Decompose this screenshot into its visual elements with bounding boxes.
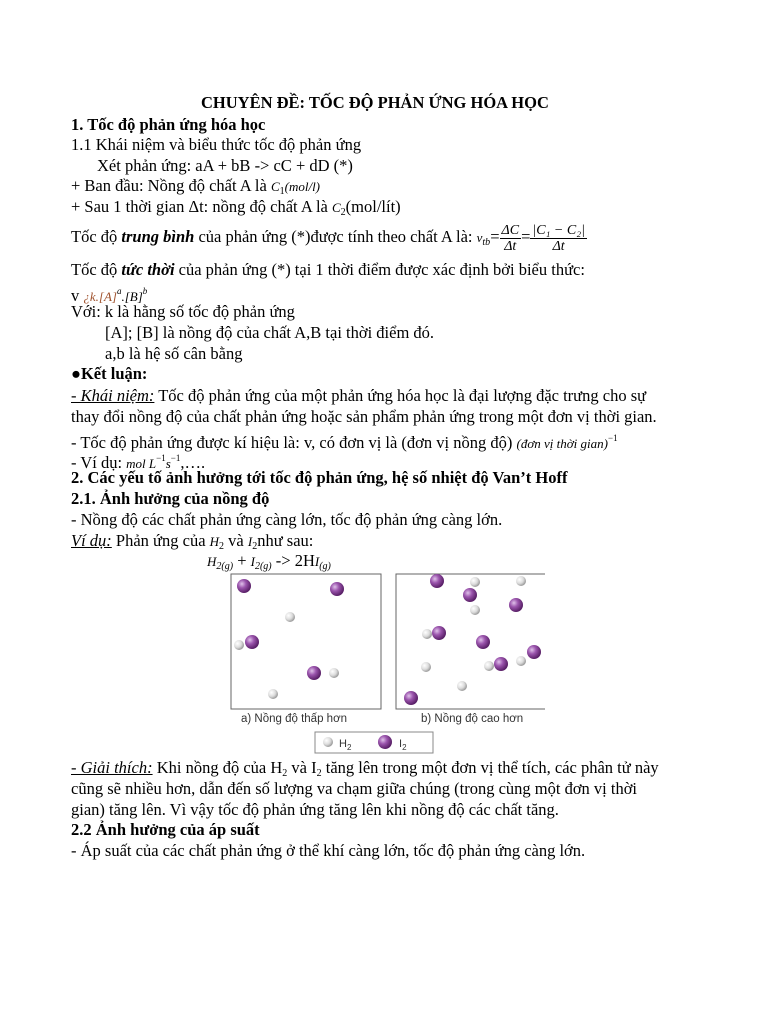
i2-molecule xyxy=(330,582,344,596)
legend-h2-letter: H xyxy=(339,738,347,750)
i2-molecule xyxy=(463,588,477,602)
avg-den-1: Δt xyxy=(504,238,517,254)
after-unit: (mol/lít) xyxy=(345,197,401,216)
concentration-figure xyxy=(225,570,545,755)
avg-fraction-1 xyxy=(500,223,522,254)
example-suffix: ,…. xyxy=(180,453,206,472)
example-i2: I xyxy=(247,534,253,549)
i2-molecule xyxy=(494,657,508,671)
eq-h: H xyxy=(207,554,217,569)
after-c: C xyxy=(332,200,341,215)
concept-line-1 xyxy=(71,386,646,406)
example-label: Ví dụ: xyxy=(71,531,112,550)
concept-line-2: thay đổi nồng độ của chất phản ứng hoặc sản phẩm phản ứng trong một đơn vị thời gian. xyxy=(71,407,657,426)
legend-i2-letter: I xyxy=(399,738,403,750)
explain-text-2: và I xyxy=(287,758,317,777)
inst-formula-mid: .[B] xyxy=(121,289,143,304)
avg-v-sub: tb xyxy=(482,237,491,248)
avg-emphasis: trung bình xyxy=(121,227,195,246)
example-i2-sub: 2 xyxy=(252,541,258,552)
after-c-sub: 2 xyxy=(340,207,346,218)
initial-prefix: + Ban đầu: Nồng độ chất A là xyxy=(71,176,271,195)
explain-line-3: gian) tăng lên. Vì vậy tốc độ phản ứng tăng lên khi nồng độ các chất tăng. xyxy=(71,800,559,819)
i2-molecule xyxy=(237,579,251,593)
inst-text-2: của phản ứng (*) tại 1 thời điểm được xác định bởi biểu thức: xyxy=(174,260,585,279)
reaction-line: Xét phản ứng: aA + bB -> cC + dD (*) xyxy=(97,156,353,175)
initial-c-sub: 1 xyxy=(279,186,285,197)
concept-label: - Khái niệm: xyxy=(71,386,155,405)
example-sup-2: −1 xyxy=(170,453,181,463)
example-text-1: Phản ứng của xyxy=(111,531,210,550)
document-title: CHUYÊN ĐỀ: TỐC ĐỘ PHẢN ỨNG HÓA HỌC xyxy=(201,93,549,112)
initial-unit: (mol/l) xyxy=(284,179,321,194)
subsection-2-1: 2.1. Ảnh hưởng của nồng độ xyxy=(71,489,270,508)
avg-fraction-2 xyxy=(530,223,587,254)
symbol-math-sup: −1 xyxy=(608,433,618,443)
after-prefix: + Sau 1 thời gian Δt: nồng độ chất A là xyxy=(71,197,332,216)
eq-i-sub: 2(g) xyxy=(254,561,272,572)
explain-h-sub: 2 xyxy=(282,768,288,779)
example-s: s xyxy=(165,456,171,471)
h2-molecule xyxy=(484,661,494,671)
explain-line-2: cũng sẽ nhiều hơn, dẫn đến số lượng va chạm giữa chúng (trong cùng một đơn vị thời xyxy=(71,779,638,798)
h2-molecule xyxy=(470,605,480,615)
avg-num-1: ΔC xyxy=(501,222,520,238)
concept-text: Tốc độ phản ứng của một phản ứng hóa học là đại lượng đặc trưng cho sự xyxy=(154,386,647,405)
legend-i2-sub: 2 xyxy=(402,743,407,752)
h2-molecule xyxy=(470,577,480,587)
h2-molecule xyxy=(421,662,431,672)
average-rate-line xyxy=(71,220,587,260)
section-1-heading: 1. Tốc độ phản ứng hóa học xyxy=(71,115,266,134)
avg-num-2: |C₁ − C₂| xyxy=(532,222,585,238)
explain-text-3: tăng lên trong một đơn vị thể tích, các phân tử này xyxy=(321,758,659,777)
example-mol-l: mol L xyxy=(126,456,157,471)
explain-label: - Giải thích: xyxy=(71,758,153,777)
h2-molecule xyxy=(329,668,339,678)
with-k-line: Với: k là hằng số tốc độ phản ứng xyxy=(71,302,295,321)
legend-h2-icon xyxy=(323,737,333,747)
example-text-2: như sau: xyxy=(257,531,314,550)
example-and: và xyxy=(224,531,248,550)
inst-formula-main: ¿k.[A] xyxy=(83,289,117,304)
h2-molecule xyxy=(516,576,526,586)
legend-i2-icon xyxy=(378,735,392,749)
subsection-1-1: 1.1 Khái niệm và biểu thức tốc độ phản ứng xyxy=(71,135,362,154)
symbol-math: (đơn vị thời gian) xyxy=(516,436,608,451)
avg-text-2: của phản ứng (*)được tính theo chất A là: xyxy=(194,227,477,246)
conclusion-heading: ●Kết luận: xyxy=(71,364,148,383)
avg-eq: = xyxy=(490,227,500,246)
avg-eq-2: = xyxy=(521,227,531,246)
eq-h-sub: 2(g) xyxy=(216,561,234,572)
example-sup-1: −1 xyxy=(156,453,166,463)
symbol-text: - Tốc độ phản ứng được kí hiệu là: v, có đơn vị là (đơn vị nồng độ) xyxy=(71,433,517,452)
section-2-heading: 2. Các yếu tố ảnh hưởng tới tốc độ phản ứng, hệ số nhiệt độ Van’t Hoff xyxy=(71,468,568,487)
subsection-2-2: 2.2 Ảnh hưởng của áp suất xyxy=(71,820,260,839)
with-coef-line: a,b là hệ số cân bằng xyxy=(105,344,243,363)
eq-i2: I xyxy=(314,554,320,569)
eq-plus: + xyxy=(233,551,251,570)
example-prefix: - Ví dụ: xyxy=(71,453,127,472)
eq-arrow: -> 2H xyxy=(271,551,315,570)
i2-molecule xyxy=(245,635,259,649)
avg-den-2: Δt xyxy=(552,238,565,254)
with-ab-line: [A]; [B] là nồng độ của chất A,B tại thời điểm đó. xyxy=(105,323,435,342)
i2-molecule xyxy=(432,626,446,640)
i2-molecule xyxy=(307,666,321,680)
h2-molecule xyxy=(234,640,244,650)
figure-label-a: a) Nồng độ thấp hơn xyxy=(241,713,348,725)
instant-rate-line xyxy=(71,260,585,280)
concentration-statement: - Nồng độ các chất phản ứng càng lớn, tốc độ phản ứng càng lớn. xyxy=(71,510,503,529)
eq-i2-sub: (g) xyxy=(319,561,331,572)
inst-v: v xyxy=(71,286,84,305)
i2-molecule xyxy=(476,635,490,649)
i2-molecule xyxy=(527,645,541,659)
h2-molecule xyxy=(516,656,526,666)
inst-formula-a: a xyxy=(116,286,122,296)
avg-text-1: Tốc độ xyxy=(71,227,122,246)
i2-molecule xyxy=(430,574,444,588)
h2-molecule xyxy=(268,689,278,699)
pressure-statement: - Áp suất của các chất phản ứng ở thể khí càng lớn, tốc độ phản ứng càng lớn. xyxy=(71,841,586,860)
eq-i: I xyxy=(250,554,255,569)
example-h2-sub: 2 xyxy=(219,541,225,552)
h2-molecule xyxy=(285,612,295,622)
initial-c: C xyxy=(270,179,280,194)
avg-v: v xyxy=(476,230,483,245)
legend-h2-sub: 2 xyxy=(346,743,352,752)
example-h2: H xyxy=(209,534,220,549)
i2-molecule xyxy=(509,598,523,612)
inst-formula-b: b xyxy=(142,286,148,296)
inst-text-1: Tốc độ xyxy=(71,260,122,279)
i2-molecule xyxy=(404,691,418,705)
explain-text-1: Khi nồng độ của H xyxy=(152,758,283,777)
explain-i-sub: 2 xyxy=(316,768,322,779)
h2-molecule xyxy=(457,681,467,691)
inst-emphasis: tức thời xyxy=(121,260,175,279)
figure-label-b: b) Nồng độ cao hơn xyxy=(421,713,524,725)
h2-molecule xyxy=(422,629,432,639)
